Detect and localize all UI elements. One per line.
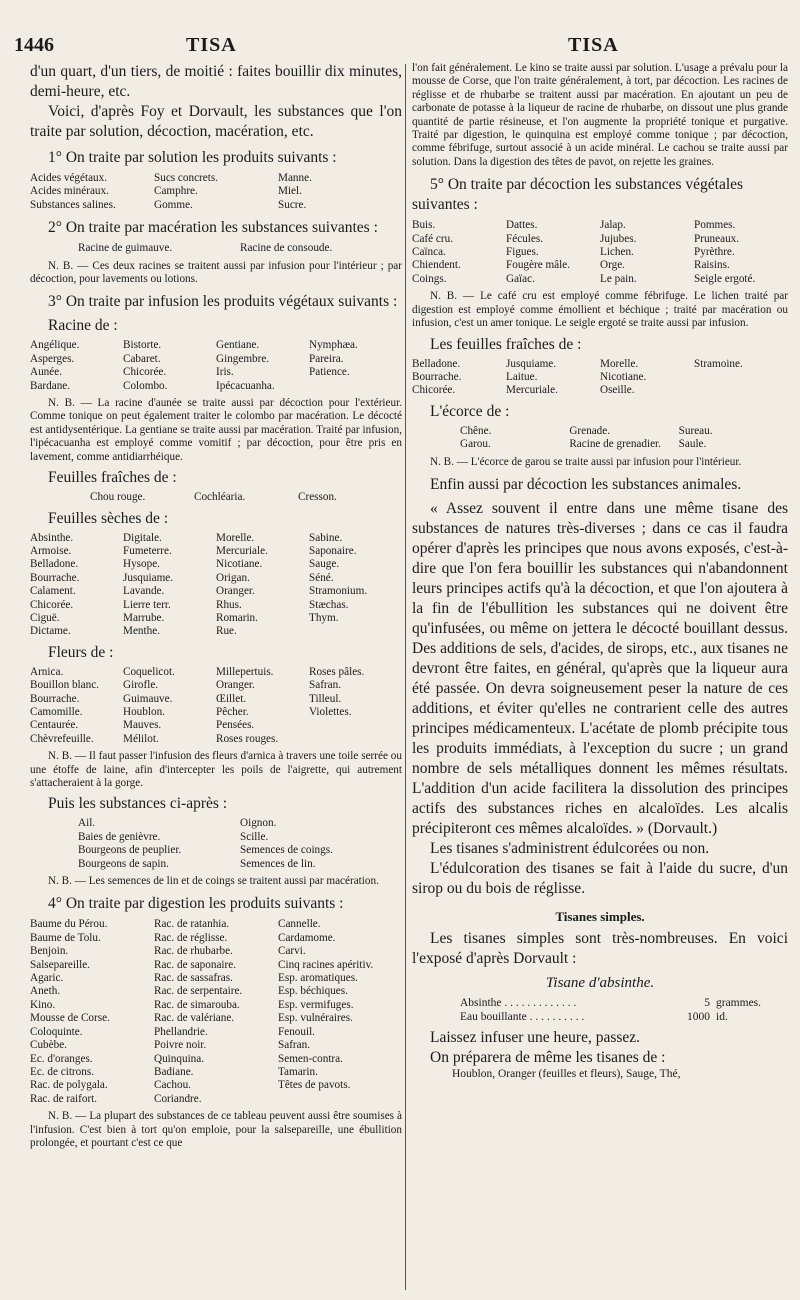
section-3-heading: 3° On traite par infusion les produits végétaux suivants : <box>48 293 398 311</box>
note-digestion-continued: l'on fait généralement. Le kino se traite aussi par solution. L'usage a prévalu pour la mousse de Corse, que l'on traite généralement, à tort, par décoction. Les racines de réglisse et de rhubarbe se traitent aussi par macération. En ajoutant un peu de carbonate de potasse à la liqueur de racine de rhubarbe, on dissout une plus grande quantité de partie résineuse, et l'on augmente la propriété tonique et purgative. Traité par digestion, le quinquina est employé comme tonique ; par décoction, comme fébrifuge, surtout associé à un acide minéral. Le cachou se traite aussi par solution. Dans la digestion des têtes de pavot, on rejette les graines. <box>412 62 788 168</box>
list-item: Camphre. <box>154 185 198 198</box>
right-feuilles-fraiches-title: Les feuilles fraîches de : <box>430 335 582 353</box>
list-item: Ail. <box>78 817 96 830</box>
list-item: Nicotiane. <box>600 370 647 383</box>
list-item: Coloquinte. <box>30 1025 83 1038</box>
list-item: Ec. de citrons. <box>30 1065 94 1078</box>
list-item: Cinq racines apéritiv. <box>278 958 374 971</box>
list-item: Tilleul. <box>309 692 342 705</box>
page-header <box>0 0 800 64</box>
list-item: Chiendent. <box>412 259 461 272</box>
list-item: Sureau. <box>678 424 713 437</box>
list-item: Centaurée. <box>30 719 79 732</box>
list-item <box>309 625 402 638</box>
list-item: Grenade. <box>569 424 611 437</box>
list-item: Figues. <box>506 246 539 259</box>
right-column <box>412 62 788 1081</box>
list-item: Morelle. <box>600 357 639 370</box>
list-item: Rac. de polygala. <box>30 1079 108 1092</box>
list-item: Mercuriale. <box>216 544 268 557</box>
list-item: Cochléaria. <box>194 491 246 504</box>
list-item <box>309 719 402 732</box>
list-item: Angélique. <box>30 339 80 352</box>
recipe-title: Tisane d'absinthe. <box>545 974 655 991</box>
list-item: Le pain. <box>600 272 637 285</box>
list-item: Sauge. <box>309 558 340 571</box>
list-item: Stæchas. <box>309 598 349 611</box>
list-item: Esp. vulnéraires. <box>278 1012 353 1025</box>
list-item: Esp. aromatiques. <box>278 972 358 985</box>
list-item: Carvi. <box>278 945 306 958</box>
list-item: Cachou. <box>154 1079 191 1092</box>
list-item: Rac. de sassafras. <box>154 972 233 985</box>
list-item: Menthe. <box>123 625 160 638</box>
list-item: Safran. <box>278 1039 310 1052</box>
list-item: Semences de coings. <box>240 844 333 857</box>
section-2-heading: 2° On traite par macération les substances suivantes : <box>48 219 378 237</box>
list-racine <box>30 339 402 393</box>
list-item: Baume de Tolu. <box>30 931 101 944</box>
list-item: Lavande. <box>123 585 165 598</box>
list-item: Mercuriale. <box>506 384 558 397</box>
list-item: Chou rouge. <box>90 491 146 504</box>
recipe-table <box>412 996 788 1024</box>
list-item: Miel. <box>278 185 302 198</box>
list-item: Phellandrie. <box>154 1025 208 1038</box>
edulcoration-line-1: Les tisanes s'administrent édulcorées ou non. <box>430 839 710 857</box>
list-item: Cresson. <box>298 491 337 504</box>
list-item: Rac. de simarouba. <box>154 998 240 1011</box>
list-item: Roses pâles. <box>309 665 365 678</box>
list-item <box>278 1093 402 1106</box>
list-item: Patience. <box>309 366 350 379</box>
list-item: Cubèbe. <box>30 1039 67 1052</box>
list-item: Rac. de saponaire. <box>154 958 237 971</box>
list-item: Calament. <box>30 585 76 598</box>
list-item: Racine de grenadier. <box>569 438 661 451</box>
column-divider <box>405 64 406 1290</box>
list-item: Laitue. <box>506 370 538 383</box>
list-fleurs <box>30 666 402 746</box>
note-fleurs: N. B. — Il faut passer l'infusion des fleurs d'arnica à travers une toile serrée ou une étoffe de laine, afin d'intercepter les poils de l'aigrette, qui autrement s'attacheraient à la gorge. <box>30 750 402 789</box>
list-item: Aunée. <box>30 366 62 379</box>
list-item: Gaïac. <box>506 272 535 285</box>
list-item: Jusquiame. <box>123 571 174 584</box>
list-item: Oignon. <box>240 817 277 830</box>
list-item: Sabine. <box>309 531 343 544</box>
list-item: Belladone. <box>412 357 461 370</box>
section-4-heading: 4° On traite par digestion les produits suivants : <box>48 895 344 913</box>
list-item: Gingembre. <box>216 352 270 365</box>
list-solution <box>30 172 402 212</box>
list-item: Orge. <box>600 259 625 272</box>
list-item: Violettes. <box>309 705 352 718</box>
list-item: Digitale. <box>123 531 162 544</box>
list-item: Nicotiane. <box>216 558 263 571</box>
list-item: Marrube. <box>123 611 165 624</box>
list-item: Arnica. <box>30 665 64 678</box>
list-item: Racine de consoude. <box>240 242 333 255</box>
list-item: Gentiane. <box>216 339 260 352</box>
feuilles-fraiches-title: Feuilles fraîches de : <box>48 469 177 487</box>
list-item <box>309 733 402 746</box>
list-item: Agaric. <box>30 972 64 985</box>
list-item: Hysope. <box>123 558 160 571</box>
list-item: Jalap. <box>600 219 626 232</box>
list-item: Mousse de Corse. <box>30 1012 110 1025</box>
recipe-row <box>460 996 788 1010</box>
list-item: Têtes de pavots. <box>278 1079 351 1092</box>
list-item: Séné. <box>309 571 334 584</box>
list-item: Belladone. <box>30 558 79 571</box>
edulcoration-line-2: L'édulcoration des tisanes se fait à l'aide du sucre, d'un sirop ou du bois de réglisse. <box>412 859 788 897</box>
list-item: Bourrache. <box>30 571 80 584</box>
list-item: Pruneaux. <box>694 232 740 245</box>
list-item: Seigle ergoté. <box>694 272 756 285</box>
list-item: Esp. vermifuges. <box>278 998 354 1011</box>
list-item: Safran. <box>309 679 341 692</box>
list-item: Oranger. <box>216 679 255 692</box>
preparation-line: On préparera de même les tisanes de : <box>430 1048 666 1066</box>
list-item: Bistorte. <box>123 339 162 352</box>
list-item: Bardane. <box>30 379 71 392</box>
list-item: Chêne. <box>460 424 492 437</box>
list-item: Fumeterre. <box>123 544 172 557</box>
list-item: Benjoin. <box>30 945 69 958</box>
ecorce-title: L'écorce de : <box>430 402 510 420</box>
list-item: Lichen. <box>600 246 634 259</box>
list-item: Origan. <box>216 571 250 584</box>
list-item: Aneth. <box>30 985 61 998</box>
list-item: Armoise. <box>30 544 72 557</box>
list-item: Pensées. <box>216 719 255 732</box>
list-item: Poivre noir. <box>154 1039 207 1052</box>
list-item: Ec. d'oranges. <box>30 1052 93 1065</box>
list-item: Buis. <box>412 219 436 232</box>
list-item: Lierre terr. <box>123 598 171 611</box>
page-number: 1446 <box>14 34 54 56</box>
laissez-infuser: Laissez infuser une heure, passez. <box>430 1028 641 1046</box>
puis-title: Puis les substances ci-après : <box>48 795 228 813</box>
list-item: Pareira. <box>309 352 344 365</box>
ingredient-qty: 5 <box>704 996 710 1009</box>
list-item: Ipécacuanha. <box>216 379 275 392</box>
list-item: Semences de lin. <box>240 857 316 870</box>
list-item: Cardamome. <box>278 931 336 944</box>
list-item: Oseille. <box>600 384 635 397</box>
list-item: Stramoine. <box>694 357 743 370</box>
list-item: Bourgeons de sapin. <box>78 857 169 870</box>
intro-paragraph: Voici, d'après Foy et Dorvault, les substances que l'on traite par solution, décoction, macération, etc. <box>30 103 402 140</box>
left-column <box>30 62 402 1150</box>
list-item: Rac. de valériane. <box>154 1012 235 1025</box>
list-item: Roses rouges. <box>216 732 279 745</box>
list-item: Scille. <box>240 830 269 843</box>
list-item: Racine de guimauve. <box>78 242 173 255</box>
list-item: Fougère mâle. <box>506 259 570 272</box>
list-item: Ciguë. <box>30 611 60 624</box>
list-ecorce <box>412 425 788 452</box>
ingredient-name: Eau bouillante . . . . . . . . . . <box>460 1010 585 1023</box>
list-item: Cabaret. <box>123 352 161 365</box>
list-item: Salsepareille. <box>30 958 90 971</box>
list-item: Guimauve. <box>123 692 173 705</box>
list-item: Pêcher. <box>216 705 249 718</box>
note-digestion: N. B. — La plupart des substances de ce tableau peuvent aussi être soumises à l'infusion. C'est bien à tort qu'on emploie, pour la salsepareille, une ébullition prolongée, et pourtant c'est ce que <box>30 1110 402 1149</box>
list-item: Sucs concrets. <box>154 172 219 184</box>
list-item: Romarin. <box>216 611 258 624</box>
last-line: Houblon, Oranger (feuilles et fleurs), Sauge, Thé, <box>452 1067 681 1080</box>
list-item: Nymphæa. <box>309 339 358 352</box>
list-item: Rac. de réglisse. <box>154 931 228 944</box>
note-maceration: N. B. — Ces deux racines se traitent aussi par infusion pour l'intérieur ; par décoction, pour lavements ou lotions. <box>30 259 402 286</box>
list-item: Saule. <box>678 438 707 451</box>
list-item: Bourrache. <box>30 692 80 705</box>
recipe-row <box>460 1010 788 1024</box>
list-item: Dattes. <box>506 219 538 232</box>
list-item: Bouillon blanc. <box>30 679 99 692</box>
list-item: Esp. béchiques. <box>278 985 348 998</box>
enfin-paragraph: Enfin aussi par décoction les substances animales. <box>430 475 742 493</box>
list-item: Pyrèthre. <box>694 246 735 259</box>
list-item: Camomille. <box>30 705 83 718</box>
list-item: Baume du Pérou. <box>30 918 108 931</box>
list-item: Colombo. <box>123 379 168 392</box>
list-item: Acides minéraux. <box>30 185 109 198</box>
list-item: Coriandre. <box>154 1092 202 1105</box>
list-item: Manne. <box>278 172 312 184</box>
list-item: Pommes. <box>694 219 736 232</box>
list-item: Acides végétaux. <box>30 172 108 184</box>
list-item: Bourrache. <box>412 370 462 383</box>
section-1-heading: 1° On traite par solution les produits suivants : <box>48 149 337 166</box>
list-digestion <box>30 918 402 1106</box>
list-item: Semen-contra. <box>278 1052 343 1065</box>
list-item: Houblon. <box>123 705 165 718</box>
list-feuilles-fraiches <box>30 491 402 504</box>
fleurs-title: Fleurs de : <box>48 643 114 661</box>
list-item: Tamarin. <box>278 1065 318 1078</box>
list-item: Rac. de serpentaire. <box>154 985 243 998</box>
list-decoction <box>412 219 788 286</box>
list-item: Rac. de ratanhia. <box>154 918 230 931</box>
list-item: Coings. <box>412 272 447 285</box>
list-item: Girofle. <box>123 679 159 692</box>
running-title-left: TISA <box>186 34 237 56</box>
list-puis <box>30 817 402 871</box>
dorvault-quote: « Assez souvent il entre dans une même tisane des substances de natures très-diverses ; dans ce cas il faudra opérer d'après les principes que nous avons exposés, c'est-à-dire que l'on fera bouillir les substances qui n'abandonnent leurs principes actifs qu'à la décoction, et que l'on ajoutera à la fin de l'ébullition les substances qui ne doivent être qu'infusées, ou même on jettera le décocté bouillant dessus. Des additions de sels, d'acides, de sirops, etc., aux tisanes ne devront être faites, en général, qu'après que la liqueur aura été passée. On devra soigneusement peser la nature de ces additions, et éviter qu'elles ne contrarient celle des autres principes médicamenteux. L'acétate de plomb précipite tous les produits immédiats, à l'exception du sucre ; un grand nombre de sels métalliques donnent les mêmes résultats. L'addition d'un acide facilitera la dissolution des principes actifs des substances riches en alcaloïdes. Les alcalis précipiteront ces mêmes alcaloïdes. » (Dorvault.) <box>412 499 788 837</box>
list-item: Mauves. <box>123 719 162 732</box>
list-item: Saponaire. <box>309 544 357 557</box>
list-item: Cannelle. <box>278 918 321 931</box>
list-right-feuilles-fraiches <box>412 358 788 398</box>
note-ecorce: N. B. — L'écorce de garou se traite aussi par infusion pour l'intérieur. <box>430 455 742 468</box>
list-item: Rac. de rhubarbe. <box>154 945 233 958</box>
list-item <box>694 371 788 384</box>
list-item: Œillet. <box>216 692 247 705</box>
list-feuilles-seches <box>30 532 402 639</box>
list-item: Jusquiame. <box>506 357 557 370</box>
note-decoction: N. B. — Le café cru est employé comme fébrifuge. Le lichen traité par digestion est employé comme émollient et béchique ; traité par macération ou infusion, c'est un amer tonique. Le seigle ergoté se traite aussi par infusion. <box>412 290 788 330</box>
list-item: Quinquina. <box>154 1052 205 1065</box>
list-item: Oranger. <box>216 585 255 598</box>
running-title-right: TISA <box>568 34 619 56</box>
list-item: Chèvrefeuille. <box>30 732 94 745</box>
list-item: Kino. <box>30 998 56 1011</box>
ingredient-qty: 1000 <box>687 1010 710 1023</box>
list-item: Caïnca. <box>412 246 446 259</box>
list-item: Morelle. <box>216 531 255 544</box>
list-item: Millepertuis. <box>216 665 274 678</box>
list-item: Dictame. <box>30 625 71 638</box>
racine-title: Racine de : <box>48 317 118 335</box>
list-item: Sucre. <box>278 198 307 211</box>
list-item: Café cru. <box>412 232 453 245</box>
feuilles-seches-title: Feuilles sèches de : <box>48 509 169 527</box>
list-item: Substances salines. <box>30 198 116 211</box>
list-item: Mélilot. <box>123 732 159 745</box>
list-item: Raisins. <box>694 259 730 272</box>
list-item: Rue. <box>216 625 237 638</box>
list-item: Asperges. <box>30 352 75 365</box>
list-item: Stramonium. <box>309 585 368 598</box>
section-5-heading: 5° On traite par décoction les substances végétales suivantes : <box>412 176 744 214</box>
list-item: Chicorée. <box>412 384 456 397</box>
list-item: Absinthe. <box>30 531 74 544</box>
list-item: Garou. <box>460 438 491 451</box>
list-item: Iris. <box>216 366 234 379</box>
list-item: Jujubes. <box>600 232 637 245</box>
list-item <box>309 380 402 393</box>
list-item <box>694 384 788 397</box>
list-item: Gomme. <box>154 198 193 211</box>
list-item: Thym. <box>309 611 339 624</box>
ingredient-unit: grammes. <box>716 996 762 1009</box>
note-puis: N. B. — Les semences de lin et de coings se traitent aussi par macération. <box>48 875 379 888</box>
list-item: Baies de genièvre. <box>78 830 161 843</box>
note-racine: N. B. — La racine d'aunée se traite aussi par décoction pour l'extérieur. Comme tonique on peut également traiter le colombo par macération. Le décocté est antidysentérique. La gentiane se traite aussi par macération. Traité par infusion, l'ipécacuanha est employé comme vomitif ; par décoction, pour être pris en lavement, comme antidiarrhéique. <box>30 397 402 463</box>
list-item: Chicorée. <box>30 598 74 611</box>
list-item: Bourgeons de peuplier. <box>78 844 182 857</box>
list-item: Coquelicot. <box>123 665 175 678</box>
list-item: Fenouil. <box>278 1025 315 1038</box>
tisanes-simples-title: Tisanes simples. <box>555 908 645 924</box>
tisanes-simples-text: Les tisanes simples sont très-nombreuses. En voici l'exposé d'après Dorvault : <box>412 929 788 967</box>
list-item: Chicorée. <box>123 366 167 379</box>
ingredient-unit: id. <box>716 1010 728 1023</box>
list-maceration <box>30 242 402 255</box>
list-item: Rac. de raifort. <box>30 1092 98 1105</box>
list-item: Fécules. <box>506 232 543 245</box>
list-item: Badiane. <box>154 1065 194 1078</box>
ingredient-name: Absinthe . . . . . . . . . . . . . <box>460 996 577 1009</box>
list-item: Rhus. <box>216 598 242 611</box>
intro-continued: d'un quart, d'un tiers, de moitié : faites bouillir dix minutes, demi-heure, etc. <box>30 63 402 100</box>
